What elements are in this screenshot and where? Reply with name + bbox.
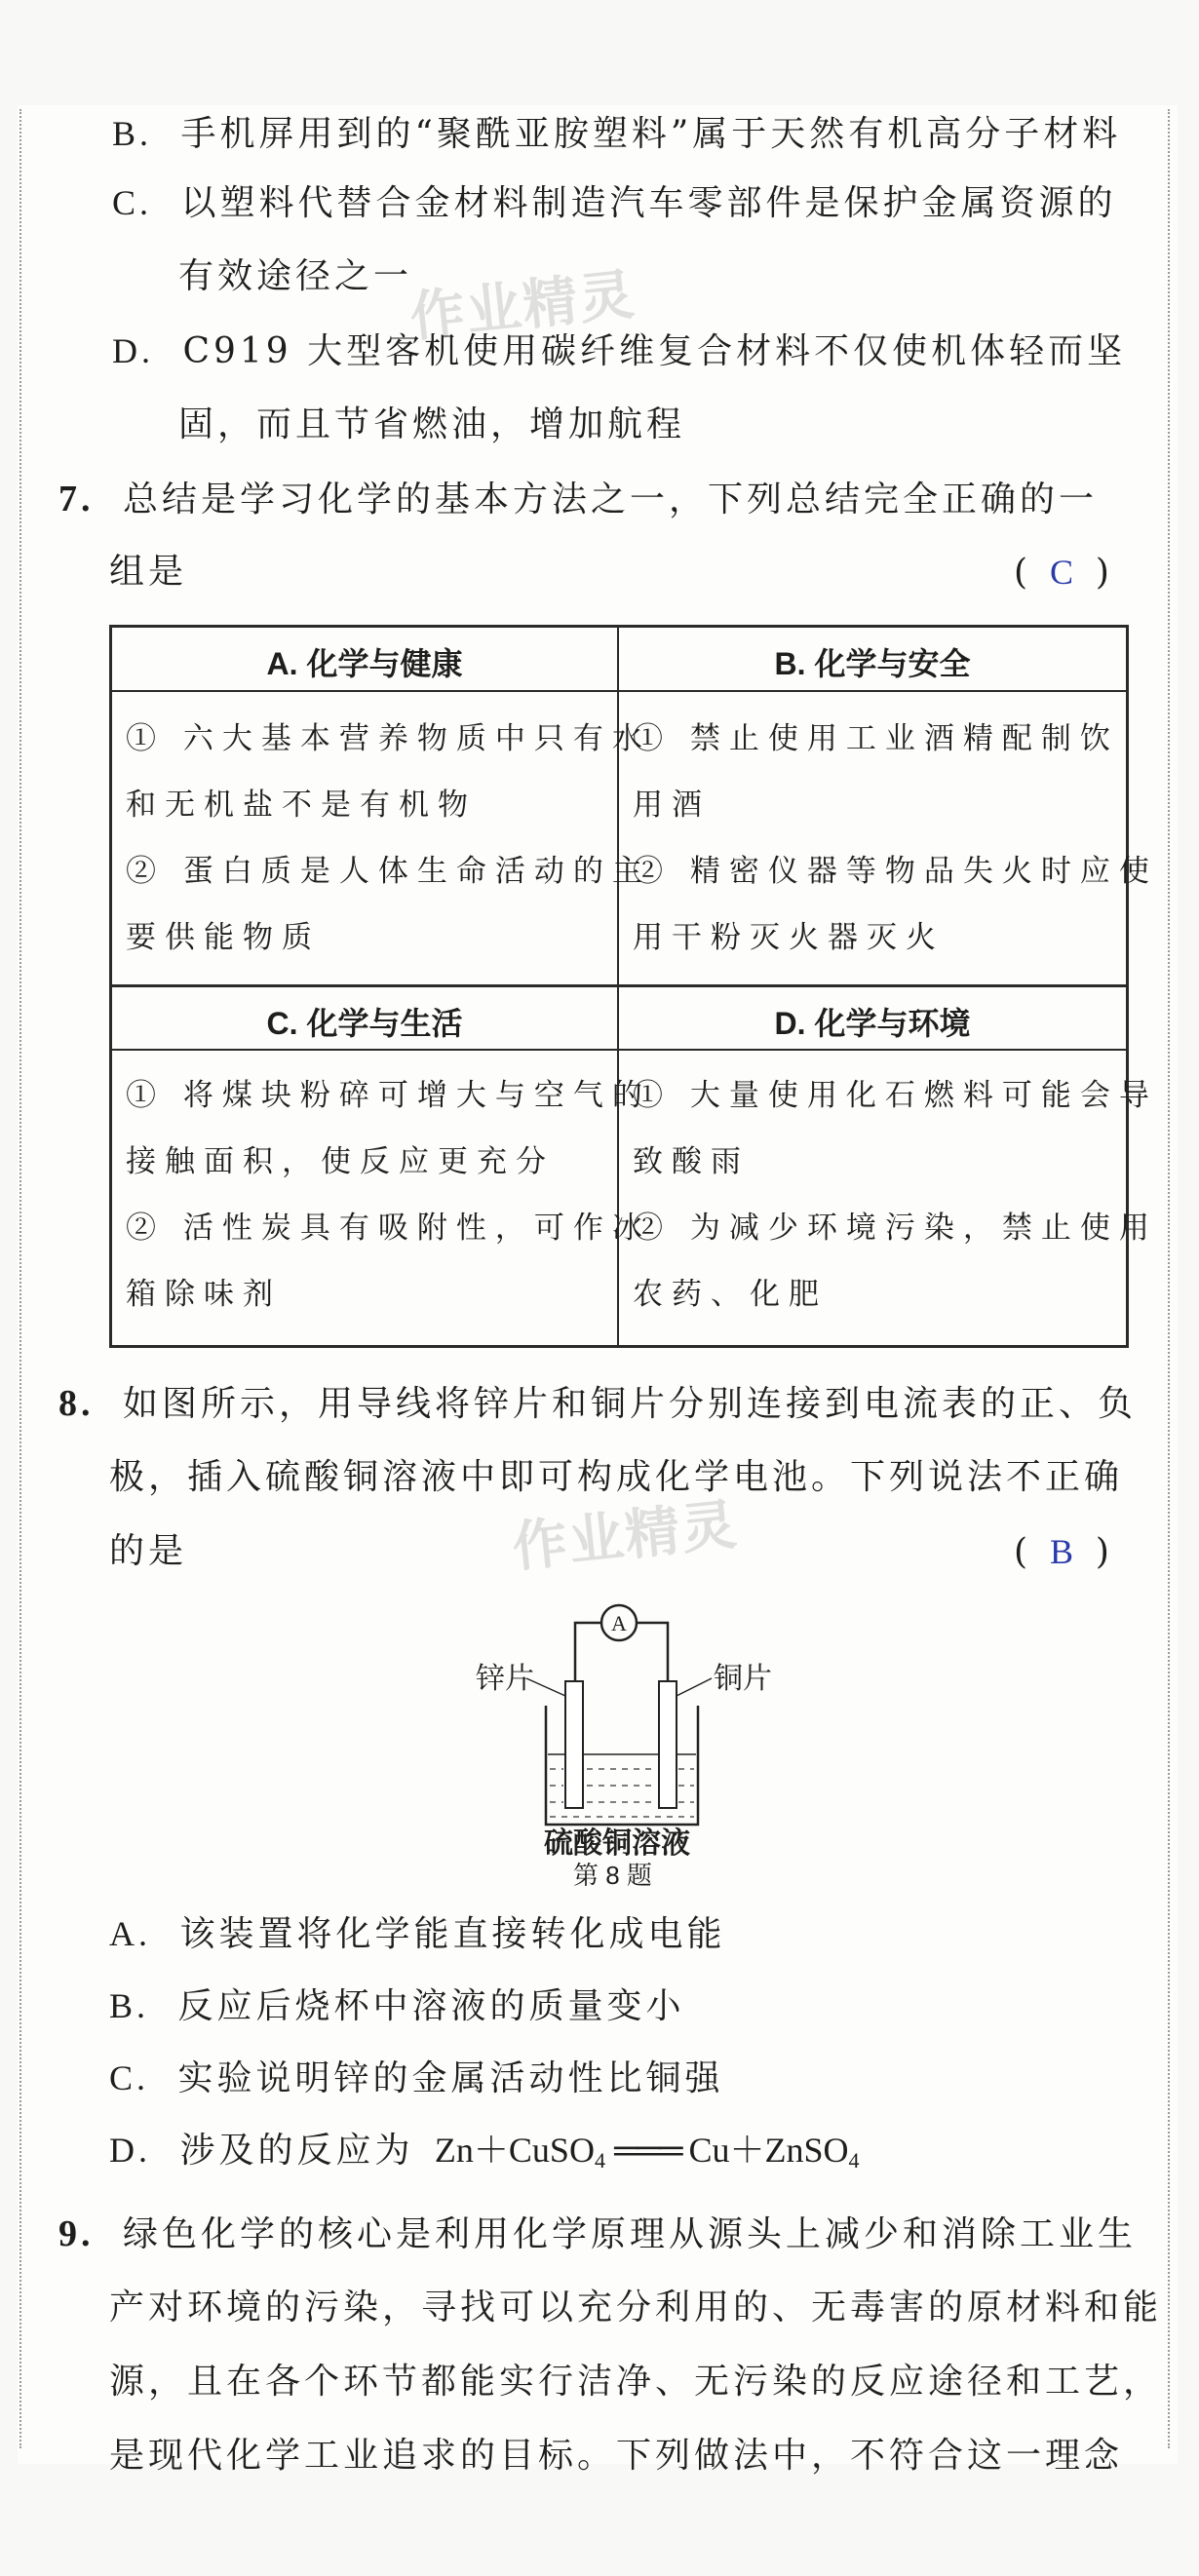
cell-a-line1: ① 六大基本营养物质中只有水 bbox=[126, 721, 651, 756]
cell-b-line3: ② 精密仪器等物品失火时应使 bbox=[633, 854, 1158, 889]
q8-option-b-text: 反应后烧杯中溶液的质量变小 bbox=[177, 1986, 685, 2026]
cell-d-line4: 农药、化肥 bbox=[633, 1277, 828, 1312]
q8-option-d bbox=[109, 2129, 860, 2182]
equation-sub-1: 4 bbox=[594, 2148, 605, 2172]
q6-option-d-label: D. bbox=[112, 331, 154, 370]
cell-c-line3: ② 活性炭具有吸附性，可作冰 bbox=[126, 1211, 651, 1246]
galvanic-cell-diagram bbox=[468, 1598, 760, 1852]
q6-option-b-label: B. bbox=[112, 114, 153, 153]
zinc-label: 锌片 bbox=[476, 1663, 534, 1695]
q6-option-b-text: 手机屏用到的“聚酰亚胺塑料”属于天然有机高分子材料 bbox=[180, 114, 1122, 154]
q8-option-c-label: C. bbox=[109, 2058, 150, 2097]
q7-stem-line1 bbox=[58, 478, 1098, 521]
table-cell-b-body bbox=[633, 706, 1158, 971]
q9-stem-text: 绿色化学的核心是利用化学原理从源头上减少和消除工业生 bbox=[122, 2214, 1137, 2254]
equation-products: Cu＋ZnSO bbox=[688, 2131, 849, 2170]
cell-b-line2: 用酒 bbox=[633, 788, 711, 823]
table-cell-c-title: C. 化学与生活 bbox=[266, 1006, 463, 1041]
cell-d-line1: ① 大量使用化石燃料可能会导 bbox=[633, 1078, 1158, 1113]
q8-equation bbox=[435, 2131, 860, 2170]
q6-option-c-label: C. bbox=[112, 183, 153, 222]
table-cell-a-title: A. 化学与健康 bbox=[266, 646, 463, 681]
table-header-divider-bottom bbox=[112, 1049, 1126, 1051]
cell-c-line2: 接触面积，使反应更充分 bbox=[126, 1144, 555, 1179]
q8-answer-value: B bbox=[1049, 1532, 1073, 1571]
cell-d-line2: 致酸雨 bbox=[633, 1144, 750, 1179]
q8-stem-line3: 的是 bbox=[109, 1531, 188, 1571]
q8-stem-line1 bbox=[58, 1382, 1137, 1426]
q6-option-c-text: 以塑料代替合金材料制造汽车零部件是保护金属资源的 bbox=[180, 183, 1117, 223]
q7-stem-text: 总结是学习化学的基本方法之一，下列总结完全正确的一 bbox=[122, 480, 1098, 519]
cell-a-line3: ② 蛋白质是人体生命活动的主 bbox=[126, 854, 651, 889]
q8-option-c bbox=[109, 2057, 723, 2100]
q8-stem-line2: 极，插入硫酸铜溶液中即可构成化学电池。下列说法不正确 bbox=[109, 1457, 1124, 1497]
cell-b-line1: ① 禁止使用工业酒精配制饮 bbox=[633, 721, 1119, 756]
equation-reactants: Zn＋CuSO bbox=[434, 2131, 595, 2170]
q8-number: 8. bbox=[58, 1383, 95, 1424]
q9-number: 9. bbox=[58, 2213, 95, 2254]
table-header-divider-top bbox=[112, 690, 1126, 692]
q8-option-d-text: 涉及的反应为 bbox=[179, 2131, 414, 2171]
equation-arrow: ═══ bbox=[613, 2131, 680, 2170]
ammeter-letter: A bbox=[611, 1611, 627, 1635]
q6-option-d-line1 bbox=[112, 329, 1126, 373]
q6-option-b bbox=[112, 112, 1121, 156]
q8-option-a-text: 该装置将化学能直接转化成电能 bbox=[179, 1914, 726, 1954]
cell-c-line4: 箱除味剂 bbox=[126, 1277, 282, 1312]
cell-d-line3: ② 为减少环境污染，禁止使用 bbox=[633, 1211, 1158, 1246]
left-margin-line bbox=[19, 109, 21, 2448]
q6-option-c-line2: 有效途径之一 bbox=[178, 256, 413, 296]
q6-option-c-line1 bbox=[112, 181, 1116, 225]
cell-a-line2: 和无机盐不是有机物 bbox=[126, 788, 477, 823]
q7-number: 7. bbox=[58, 479, 95, 519]
table-cell-d-title: D. 化学与环境 bbox=[774, 1006, 971, 1041]
table-cell-a-body bbox=[126, 706, 651, 971]
zinc-electrode bbox=[526, 1678, 583, 1808]
equation-sub-2: 4 bbox=[848, 2148, 860, 2172]
cell-c-line1: ① 将煤块粉碎可增大与空气的 bbox=[126, 1078, 651, 1113]
right-margin-line bbox=[1168, 109, 1170, 2448]
q7-answer-value: C bbox=[1049, 553, 1073, 592]
figure-caption: 第 8 题 bbox=[573, 1861, 652, 1890]
q8-option-a bbox=[109, 1912, 725, 1956]
q8-stem-text: 如图所示，用导线将锌片和铜片分别连接到电流表的正、负 bbox=[122, 1384, 1137, 1424]
solution-label: 硫酸铜溶液 bbox=[544, 1827, 690, 1860]
q8-option-b bbox=[109, 1984, 684, 2028]
table-middle-divider bbox=[112, 984, 1126, 987]
q9-stem-line4: 是现代化学工业追求的目标。下列做法中，不符合这一理念 bbox=[109, 2436, 1124, 2476]
q8-answer: ( B ) bbox=[1014, 1532, 1109, 1572]
q9-stem-line1 bbox=[58, 2212, 1137, 2256]
q7-stem-line2: 组是 bbox=[109, 552, 188, 592]
q8-option-a-label: A. bbox=[109, 1914, 151, 1953]
copper-electrode bbox=[659, 1678, 712, 1808]
cell-a-line4: 要供能物质 bbox=[126, 920, 321, 955]
q6-option-d-text: C919 大型客机使用碳纤维复合材料不仅使机体轻而坚 bbox=[182, 331, 1127, 371]
q8-option-b-label: B. bbox=[109, 1986, 150, 2025]
watermark-top: 作业精灵 bbox=[406, 263, 639, 350]
copper-label: 铜片 bbox=[714, 1663, 772, 1695]
cell-b-line4: 用干粉灭火器灭火 bbox=[633, 920, 945, 955]
q8-option-d-label: D. bbox=[109, 2131, 151, 2170]
q7-answer: ( C ) bbox=[1014, 553, 1109, 593]
q7-summary-table bbox=[109, 625, 1158, 1348]
q6-option-d-line2: 固，而且节省燃油，增加航程 bbox=[178, 404, 686, 444]
table-cell-b-title: B. 化学与安全 bbox=[774, 646, 971, 681]
q9-stem-line2: 产对环境的污染，寻找可以充分利用的、无毒害的原材料和能 bbox=[109, 2288, 1163, 2327]
q8-option-c-text: 实验说明锌的金属活动性比铜强 bbox=[177, 2058, 724, 2098]
q9-stem-line3: 源，且在各个环节都能实行洁净、无污染的反应途径和工艺， bbox=[109, 2362, 1163, 2402]
table-cell-d-body bbox=[633, 1062, 1158, 1327]
watermark-middle: 作业精灵 bbox=[509, 1493, 742, 1580]
table-cell-c-body bbox=[126, 1062, 651, 1327]
